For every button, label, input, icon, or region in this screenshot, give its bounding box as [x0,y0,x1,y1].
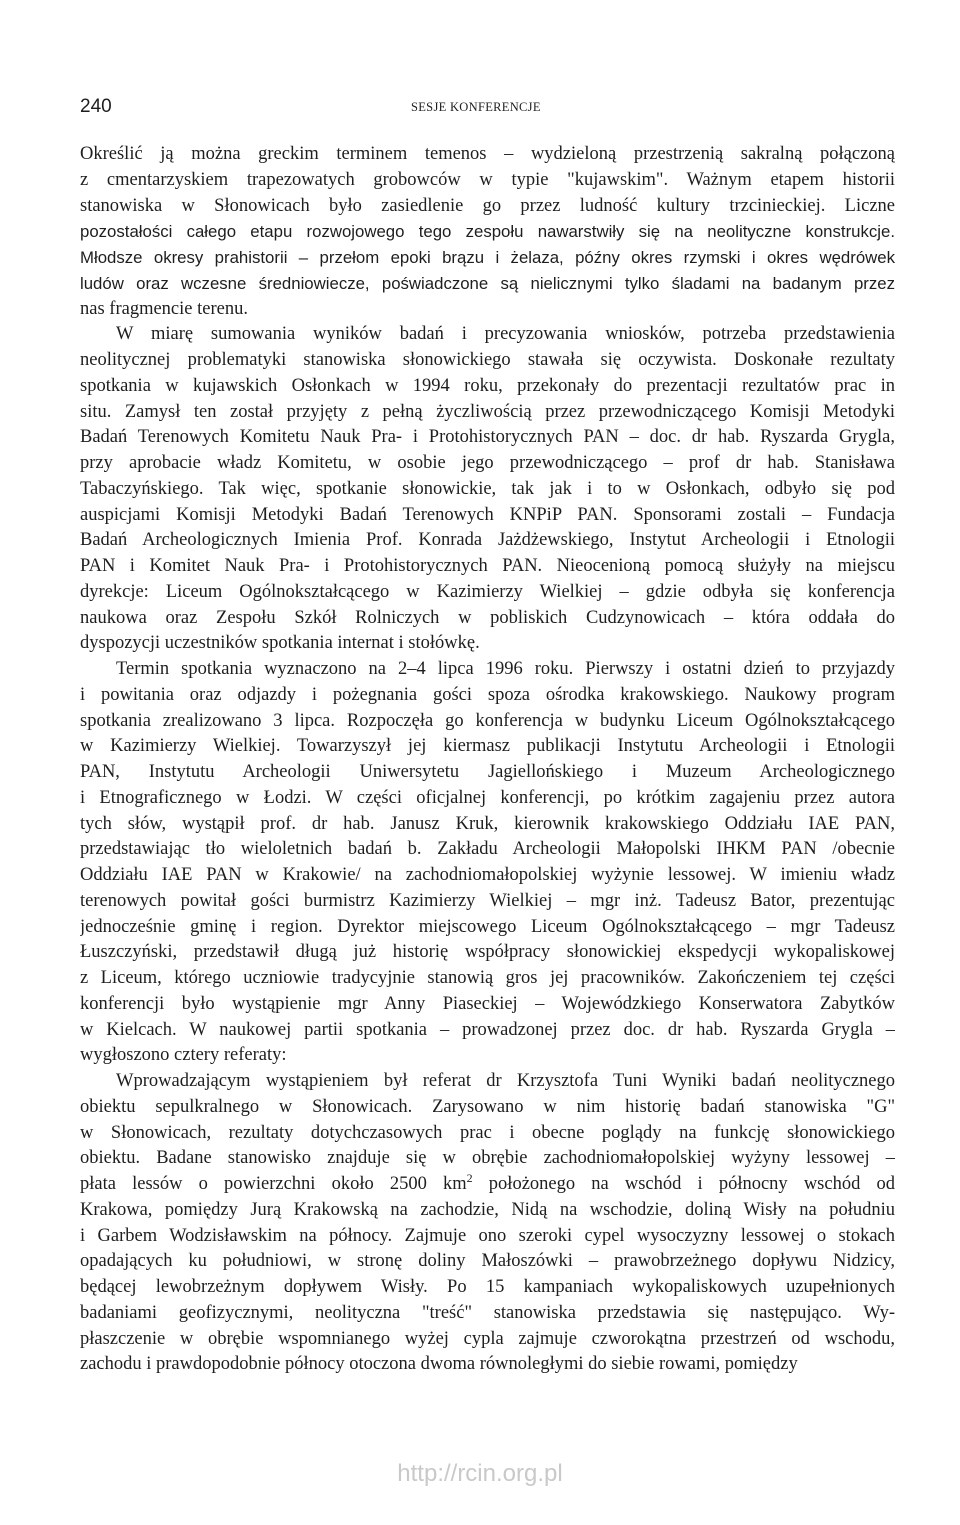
text-line: i powitania oraz odjazdy i pożegnania gości spoza ośrodka krakowskiego. Naukowy program [80,684,895,705]
text-line: Termin spotkania wyznaczono na 2–4 lipca 1996 roku. Pierwszy i ostatni dzień to przyjazdy [116,659,895,679]
text-line: PAN, Instytutu Archeologii Uniwersytetu Jagiellońskiego i Muzeum Archeologicznego [80,762,895,782]
text-line: dyspozycji uczestników spotkania internat i stołówkę. [80,633,480,654]
text-line: Oddziału IAE PAN w Krakowie/ na zachodniomałopolskiej wyżynie lessowej. W imieniu władz [80,865,895,885]
text-line: z Liceum, którego uczniowie tradycyjnie stanowią gros jej pracowników. Zakończeniem tej części [80,968,895,988]
paragraph [80,142,895,322]
text-line: w Kielcach. W naukowej partii spotkania – prowadzonej przez doc. dr hab. Ryszarda Grygla – [80,1019,895,1040]
text-line: spotkania zrealizowano 3 lipca. Rozpoczęła go konferencja w budynku Liceum Ogólnokształcącego [80,710,895,731]
text-line: terenowych powitał gości burmistrz Kazimierzy Wielkiej – mgr inż. Tadeusz Bator, prezentując [80,890,895,911]
text-line: tych słów, wystąpił prof. dr hab. Janusz Kruk, kierownik krakowskiego Oddziału IAE PAN, [80,813,895,834]
text-line: przedstawiając tło wieloletnich badań b. Zakładu Archeologii Małopolski IHKM PAN /obecnie [80,839,895,860]
text-line: badaniami geofizycznymi, neolityczna "treść" stanowiska przedstawia się następująco. Wy- [80,1302,895,1323]
text-line: obiektu sepulkralnego w Słonowicach. Zarysowano w nim historię badań stanowiska "G" [80,1096,895,1117]
text-line: opadających ku południowi, w stronę doliny Małoszówki – prawobrzeżnego dopływu Nidzicy, [80,1251,895,1272]
text-line: zachodu i prawdopodobnie północy otoczona dwoma równoległymi do siebie rowami, pomiędzy [80,1354,798,1375]
watermark-url: http://rcin.org.pl [397,1460,563,1487]
text-line: z cmentarzyskiem trapezowatych grobowców w typie "kujawskim". Ważnym etapem historii [80,169,895,190]
text-line: stanowiska w Słonowicach było zasiedlenie go przez ludność kultury trzcinieckiej. Liczne [80,195,895,216]
text-line: w Słonowicach, rezultaty dotychczasowych prac i obecne poglądy na funkcję słonowickiego [80,1122,895,1143]
text-line: i Etnograficznego w Łodzi. W części oficjalnej konferencji, po krótkim zagajeniu przez autora [80,787,895,808]
text-line: ludów oraz wczesne średniowiecze, poświadczone są nielicznymi tylko śladami na badanym przez [80,273,895,293]
page-header [80,96,896,120]
text-line: auspicjami Komisji Metodyki Badań Terenowych KNPiP PAN. Sponsorami zostali – Fundacja [80,504,895,525]
text-line: nas fragmencie terenu. [80,298,248,319]
text-line: konferencji było wystąpienie mgr Anny Piaseckiej – Wojewódzkiego Konserwatora Zabytków [80,993,895,1014]
text-line: Łuszczyński, przedstawił długą już historię współpracy słonowickiej ekspedycji wykopaliskowej [80,942,895,963]
text-line: pozostałości całego etapu rozwojowego tego zespołu nawarstwiły się na neolityczne konstrukcje. [80,222,895,242]
text-line: wygłoszono cztery referaty: [80,1045,287,1066]
text-line: Określić ją można greckim terminem temenos – wydzieloną przestrzenią sakralną połączoną [80,144,895,164]
paragraph [80,322,895,657]
text-line: płata lessów o powierzchni około 2500 $km^2$ położonego na wschód i północny wschód od [80,1172,895,1194]
text-line: dyrekcje: Liceum Ogólnokształcącego w Kazimierzy Wielkiej – gdzie odbyła się konferencja [80,581,895,602]
text-line: przy aprobacie władz Komitetu, w osobie jego przewodniczącego – prof dr hab. Stanisława [80,453,895,473]
text-line: neolitycznej problematyki stanowiska słonowickiego stawała się oczywista. Doskonałe rezultaty [80,350,895,370]
article-body [80,142,895,1378]
text-line: Młodsze okresy prahistorii – przełom epoki brązu i żelaza, późny okres rzymski i okres wędrówek [80,248,895,267]
text-line: będącej lewobrzeżnym dopływem Wisły. Po 15 kampaniach wykopaliskowych uzupełnionych [80,1277,895,1297]
paragraph [80,1069,895,1378]
text-line: i Garbem Wodzisławskim na północy. Zajmuje ono szeroki cypel wysoczyzny lessowej o stokach [80,1225,895,1246]
text-line: płaszczenie w obrębie wspomnianego wyżej cypla zajmuje czworokątna przestrzeń od wschodu, [80,1328,895,1349]
text-line: naukowa oraz Zespołu Szkół Rolniczych w pobliskich Cudzynowicach – która oddała do [80,607,895,628]
text-line: W miarę sumowania wyników badań i precyzowania wniosków, potrzeba przedstawienia [116,324,895,345]
text-line: Badań Terenowych Komitetu Nauk Pra- i Protohistorycznych PAN – doc. dr hab. Ryszarda Grygla, [80,427,895,448]
text-line: Badań Archeologicznych Imienia Prof. Konrada Jażdżewskiego, Instytut Archeologii i Etnologii [80,530,895,551]
page-number: 240 [80,96,112,117]
text-line: PAN i Komitet Nauk Pra- i Protohistorycznych PAN. Nieocenioną pomocą służyły na miejscu [80,556,895,576]
running-head: SESJE KONFERENCJE [411,100,541,114]
text-line: Wprowadzającym wystąpieniem był referat dr Krzysztofa Tuni Wyniki badań neolitycznego [116,1071,895,1091]
text-line: Tabaczyńskiego. Tak więc, spotkanie słonowickie, tak jak i to w Osłonkach, odbyło się pod [80,478,895,499]
text-line: obiektu. Badane stanowisko znajduje się w obrębie zachodniomałopolskiej wyżyny lessowej – [80,1148,895,1169]
paragraph [80,657,895,1069]
text-line: jednocześnie gminę i region. Dyrektor miejscowego Liceum Ogólnokształcącego – mgr Tadeusz [80,916,895,937]
text-line: situ. Zamysł ten został przyjęty z pełną życzliwością przez przewodniczącego Komisji Metodyki [80,401,895,422]
text-line: w Kazimierzy Wielkiej. Towarzyszył jej kiermasz publikacji Instytutu Archeologii i Etnologii [80,736,895,757]
text-line: spotkania w kujawskich Osłonkach w 1994 roku, przekonały do prezentacji rezultatów prac in [80,375,895,396]
text-line: Krakowa, pomiędzy Jurą Krakowską na zachodzie, Nidą na wschodzie, doliną Wisły na południu [80,1199,895,1220]
